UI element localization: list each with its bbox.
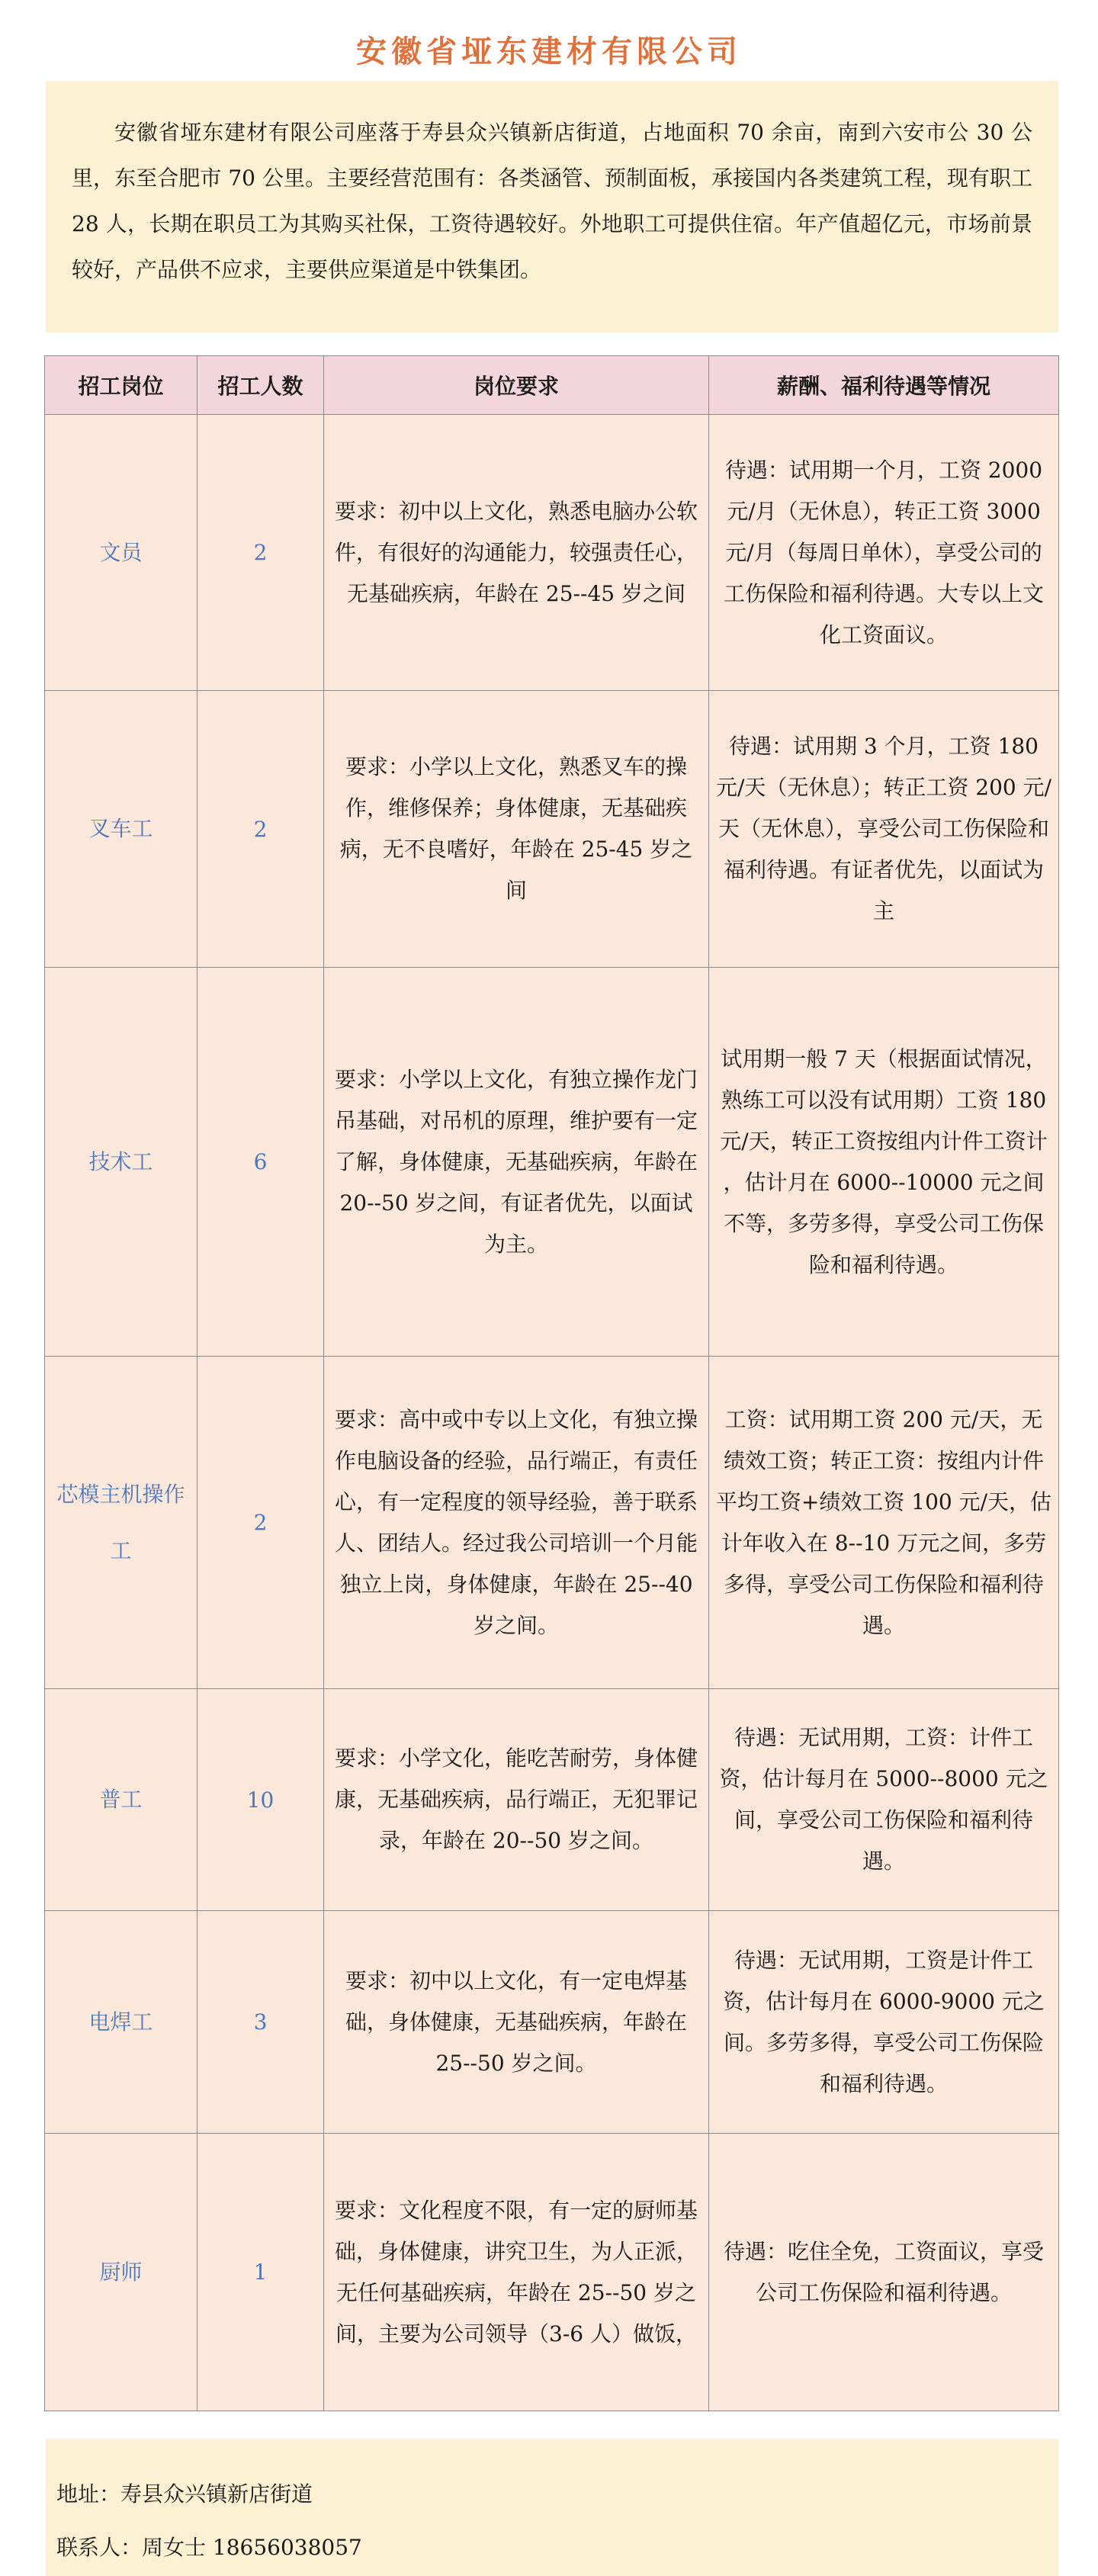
table-row xyxy=(45,968,1059,1357)
header-count: 招工人数 xyxy=(197,356,324,415)
header-position: 招工岗位 xyxy=(45,356,197,415)
table-header-row xyxy=(45,356,1059,415)
cell-count: 2 xyxy=(197,691,324,968)
cell-position: 芯模主机操作工 xyxy=(45,1357,197,1689)
table-row xyxy=(45,415,1059,691)
table-row xyxy=(45,1689,1059,1911)
address-text: 地址：寿县众兴镇新店街道 xyxy=(56,2481,313,2507)
cell-pay: 待遇：无试用期，工资是计件工资，估计每月在 6000-9000 元之间。多劳多得，享受公司工伤保险和福利待遇。 xyxy=(709,1911,1059,2134)
cell-count: 6 xyxy=(197,968,324,1357)
table-row xyxy=(45,691,1059,968)
cell-pay: 待遇：试用期一个月，工资 2000 元/月（无休息），转正工资 3000 元/月（每周日单休），享受公司的工伤保险和福利待遇。大专以上文化工资面议。 xyxy=(709,415,1059,691)
cell-requirement: 要求：初中以上文化，有一定电焊基础，身体健康，无基础疾病，年龄在 25--50 岁之间。 xyxy=(324,1911,709,2134)
header-pay: 薪酬、福利待遇等情况 xyxy=(709,356,1059,415)
cell-position: 电焊工 xyxy=(45,1911,197,2134)
cell-position: 文员 xyxy=(45,415,197,691)
cell-requirement: 要求：文化程度不限，有一定的厨师基础，身体健康，讲究卫生，为人正派，无任何基础疾病，年龄在 25--50 岁之间，主要为公司领导（3-6 人）做饭， xyxy=(324,2134,709,2411)
header-requirement: 岗位要求 xyxy=(324,356,709,415)
cell-pay: 待遇：无试用期，工资：计件工资，估计每月在 5000--8000 元之间，享受公司工伤保险和福利待遇。 xyxy=(709,1689,1059,1911)
cell-requirement: 要求：高中或中专以上文化，有独立操作电脑设备的经验，品行端正，有责任心，有一定程度的领导经验，善于联系人、团结人。经过我公司培训一个月能独立上岗，身体健康，年龄在 25--40 岁之间。 xyxy=(324,1357,709,1689)
cell-count: 10 xyxy=(197,1689,324,1911)
cell-count: 1 xyxy=(197,2134,324,2411)
cell-requirement: 要求：初中以上文化，熟悉电脑办公软件，有很好的沟通能力，较强责任心，无基础疾病，年龄在 25--45 岁之间 xyxy=(324,415,709,691)
contact-panel xyxy=(46,2439,1058,2576)
cell-pay: 试用期一般 7 天（根据面试情况，熟练工可以没有试用期）工资 180 元/天，转正工资按组内计件工资计 ，估计月在 6000--10000 元之间不等，多劳多得，享受公司工伤保险和福利待遇。 xyxy=(709,968,1059,1357)
cell-position: 叉车工 xyxy=(45,691,197,968)
cell-count: 2 xyxy=(197,415,324,691)
cell-requirement: 要求：小学以上文化，有独立操作龙门吊基础，对吊机的原理，维护要有一定了解，身体健康，无基础疾病，年龄在 20--50 岁之间，有证者优先，以面试为主。 xyxy=(324,968,709,1357)
contact-text: 联系人：周女士 18656038057 xyxy=(56,2535,362,2560)
page-title: 安徽省垭东建材有限公司 xyxy=(356,34,742,69)
cell-position: 普工 xyxy=(45,1689,197,1911)
company-intro: 安徽省垭东建材有限公司座落于寿县众兴镇新店街道，占地面积 70 余亩，南到六安市公 30 公里，东至合肥市 70 公里。主要经营范围有：各类涵管、预制面板，承接国内各类建筑工程，现有职工 28 人，长期在职员工为其购买社保，工资待遇较好。外地职工可提供住宿。年产值超亿元，市场前景较好，产品供不应求，主要供应渠道是中铁集团。 xyxy=(46,81,1058,332)
cell-pay: 工资：试用期工资 200 元/天，无绩效工资；转正工资：按组内计件平均工资+绩效工资 100 元/天，估计年收入在 8--10 万元之间，多劳多得，享受公司工伤保险和福利待遇。 xyxy=(709,1357,1059,1689)
table-row xyxy=(45,1911,1059,2134)
cell-pay: 待遇：吃住全免，工资面议，享受公司工伤保险和福利待遇。 xyxy=(709,2134,1059,2411)
cell-requirement: 要求：小学文化，能吃苦耐劳，身体健康，无基础疾病，品行端正，无犯罪记录，年龄在 20--50 岁之间。 xyxy=(324,1689,709,1911)
cell-requirement: 要求：小学以上文化，熟悉叉车的操作，维修保养；身体健康，无基础疾病，无不良嗜好，年龄在 25-45 岁之间 xyxy=(324,691,709,968)
table-row xyxy=(45,2134,1059,2411)
cell-count: 2 xyxy=(197,1357,324,1689)
cell-count: 3 xyxy=(197,1911,324,2134)
job-table xyxy=(44,355,1059,2411)
cell-pay: 待遇：试用期 3 个月，工资 180 元/天（无休息）；转正工资 200 元/天（无休息），享受公司工伤保险和福利待遇。有证者优先，以面试为主 xyxy=(709,691,1059,968)
cell-position: 技术工 xyxy=(45,968,197,1357)
cell-position: 厨师 xyxy=(45,2134,197,2411)
table-row xyxy=(45,1357,1059,1689)
